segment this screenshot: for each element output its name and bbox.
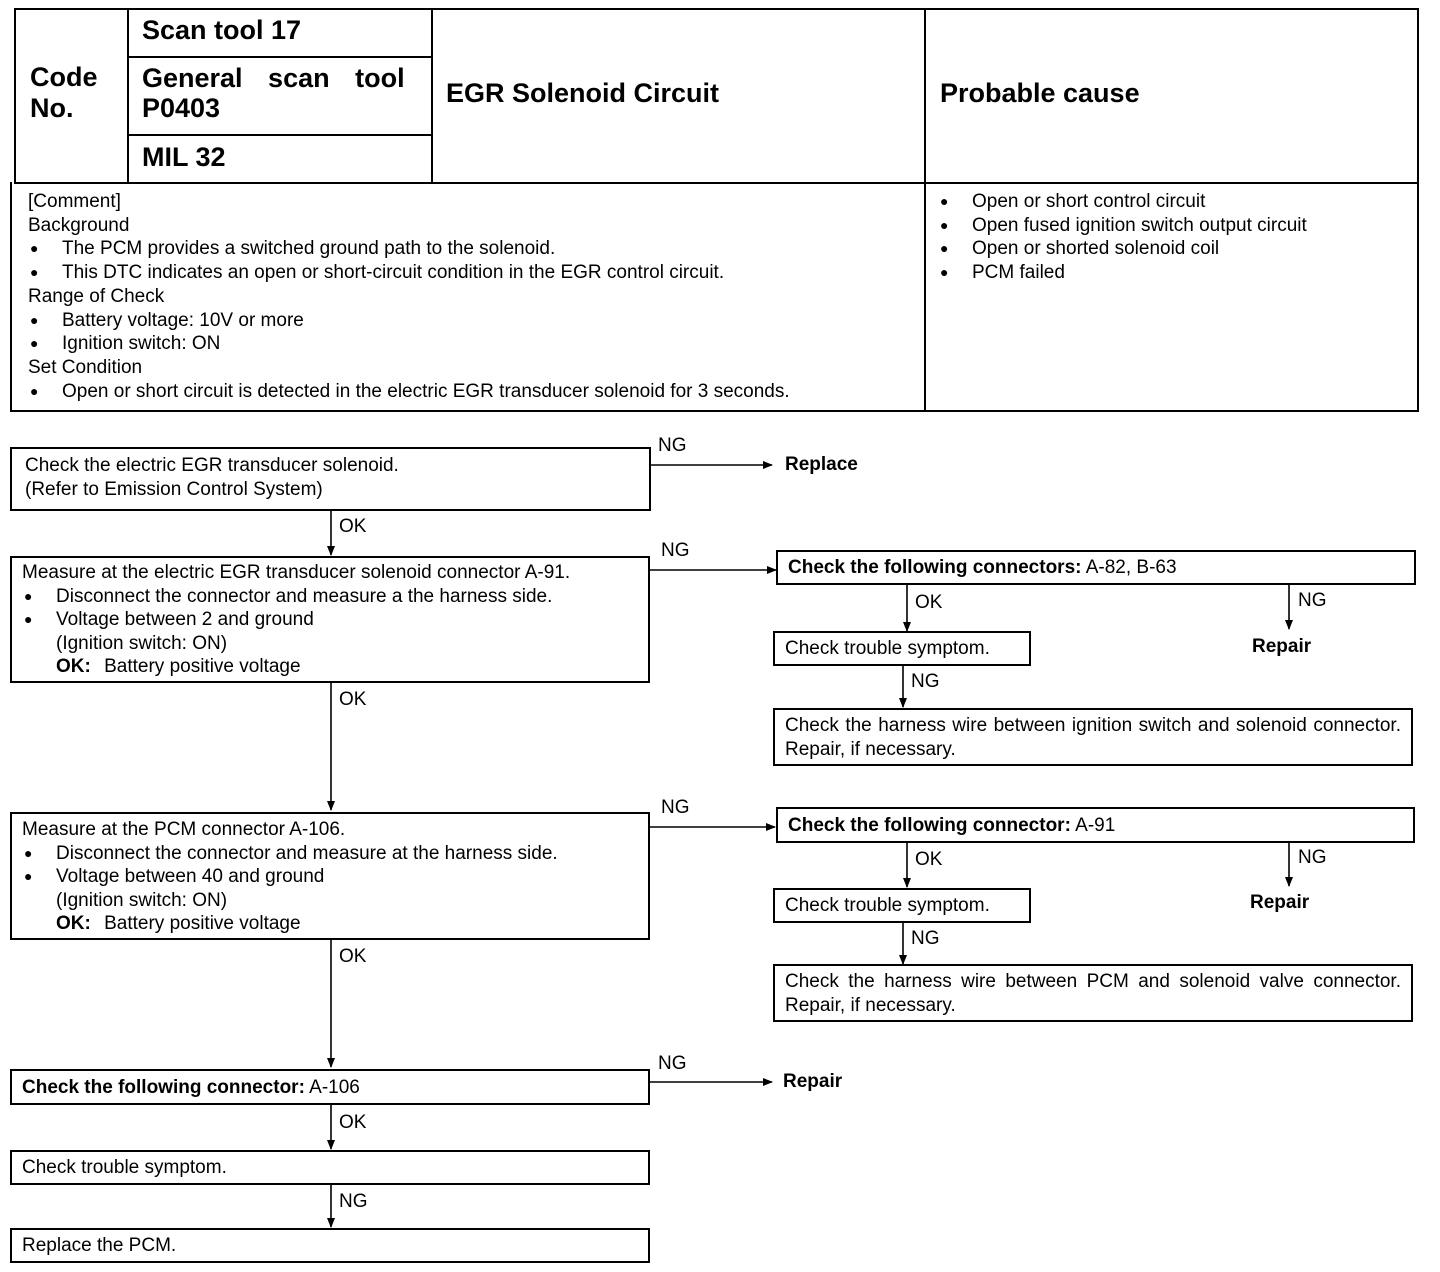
- mil-label: MIL 32: [142, 142, 226, 172]
- range-item: ● Ignition switch: ON: [28, 332, 918, 356]
- ng-label: NG: [911, 671, 940, 692]
- set-condition-item: ● Open or short circuit is detected in the electric EGR transducer solenoid for 3 seconds.: [28, 380, 918, 404]
- range-item: ● Battery voltage: 10V or more: [28, 309, 918, 333]
- step6-replace-pcm-box: [10, 1228, 650, 1263]
- ok-criterion-label: OK:: [56, 913, 91, 934]
- step3-measure-pcm-connector-box: [10, 812, 650, 940]
- b2-check-symptom-box: [773, 888, 1031, 923]
- background-item: ● The PCM provides a switched ground path to the solenoid.: [28, 237, 918, 261]
- ok-label: OK: [339, 946, 367, 967]
- range-heading: Range of Check: [28, 285, 165, 307]
- b2-connector-value: A-91: [1075, 815, 1116, 836]
- b2-harness-box: [773, 964, 1413, 1022]
- step1-line2: (Refer to Emission Control System): [25, 478, 323, 500]
- step3-bullet: ● Voltage between 40 and ground: [22, 865, 638, 889]
- ng-label: NG: [661, 797, 690, 818]
- page-title: EGR Solenoid Circuit: [446, 78, 720, 108]
- ok-criterion-value: Battery positive voltage: [104, 913, 301, 934]
- step2-bullet: ● Disconnect the connector and measure a the harness side.: [22, 585, 638, 609]
- ng-label: NG: [658, 1053, 687, 1074]
- result-replace: Replace: [785, 454, 858, 475]
- step6-text: Replace the PCM.: [22, 1235, 177, 1256]
- ng-label: NG: [658, 435, 687, 456]
- cause-item: ● Open or short control circuit: [938, 190, 1408, 214]
- b1-check-connectors-box: [776, 550, 1416, 585]
- b2-harness-text: Check the harness wire between PCM and solenoid valve connector. Repair, if necessary.: [785, 971, 1401, 1016]
- ng-label: NG: [661, 540, 690, 561]
- step2-condition: (Ignition switch: ON): [56, 632, 228, 654]
- ng-label: NG: [1298, 847, 1327, 868]
- result-repair: Repair: [1252, 636, 1312, 657]
- b1-connectors-label: Check the following connectors:: [788, 557, 1082, 578]
- probable-cause-label: Probable cause: [940, 78, 1140, 108]
- scan-tool-label: Scan tool 17: [142, 15, 302, 45]
- ng-label: NG: [339, 1191, 368, 1212]
- cause-item: ● Open or shorted solenoid coil: [938, 237, 1408, 261]
- ok-label: OK: [339, 1112, 367, 1133]
- step1-check-solenoid-box: [10, 447, 651, 511]
- step4-connector-label: Check the following connector:: [22, 1077, 305, 1098]
- code-no-label: Code No.: [30, 62, 98, 123]
- step3-condition: (Ignition switch: ON): [56, 889, 228, 911]
- background-item: ● This DTC indicates an open or short-circuit condition in the EGR control circuit.: [28, 261, 918, 285]
- ok-label: OK: [339, 689, 367, 710]
- b1-symptom-text: Check trouble symptom.: [785, 638, 990, 659]
- step3-ok-criterion: [22, 912, 638, 936]
- b2-connector-label: Check the following connector:: [788, 815, 1071, 836]
- set-condition-heading: Set Condition: [28, 356, 143, 378]
- step2-bullet: ● Voltage between 2 and ground: [22, 608, 638, 632]
- cause-item: ● Open fused ignition switch output circuit: [938, 214, 1408, 238]
- step2-ok-criterion: [22, 655, 638, 679]
- b1-harness-text: Check the harness wire between ignition switch and solenoid connector. Repair, if necessary.: [785, 715, 1401, 760]
- step2-line1: Measure at the electric EGR transducer solenoid connector A-91.: [22, 562, 571, 583]
- step3-line1: Measure at the PCM connector A-106.: [22, 819, 346, 840]
- result-repair: Repair: [783, 1071, 843, 1092]
- ok-criterion-label: OK:: [56, 656, 91, 677]
- ng-label: NG: [911, 928, 940, 949]
- step5-text: Check trouble symptom.: [22, 1157, 227, 1178]
- ng-label: NG: [1298, 590, 1327, 611]
- ok-label: OK: [915, 849, 943, 870]
- ok-label: OK: [915, 592, 943, 613]
- result-repair: Repair: [1250, 892, 1310, 913]
- b1-check-symptom-box: [773, 631, 1031, 666]
- b2-symptom-text: Check trouble symptom.: [785, 895, 990, 916]
- step5-check-symptom-box: [10, 1150, 650, 1185]
- b1-connectors-value: A-82, B-63: [1085, 557, 1177, 578]
- ok-label: OK: [339, 516, 367, 537]
- b2-check-connector-box: [776, 807, 1415, 843]
- background-heading: Background: [28, 214, 130, 236]
- comment-tag: [Comment]: [28, 191, 121, 212]
- general-scan-tool-label: General scan tool P0403: [142, 63, 405, 123]
- step1-line1: Check the electric EGR transducer solenoid.: [25, 455, 399, 476]
- step3-bullet: ● Disconnect the connector and measure at the harness side.: [22, 842, 638, 866]
- step2-measure-solenoid-connector-box: [10, 556, 650, 683]
- cause-item: ● PCM failed: [938, 261, 1408, 285]
- b1-harness-box: [773, 708, 1413, 766]
- step4-connector-value: A-106: [309, 1077, 360, 1098]
- ok-criterion-value: Battery positive voltage: [104, 656, 301, 677]
- step4-check-connector-box: [10, 1069, 650, 1105]
